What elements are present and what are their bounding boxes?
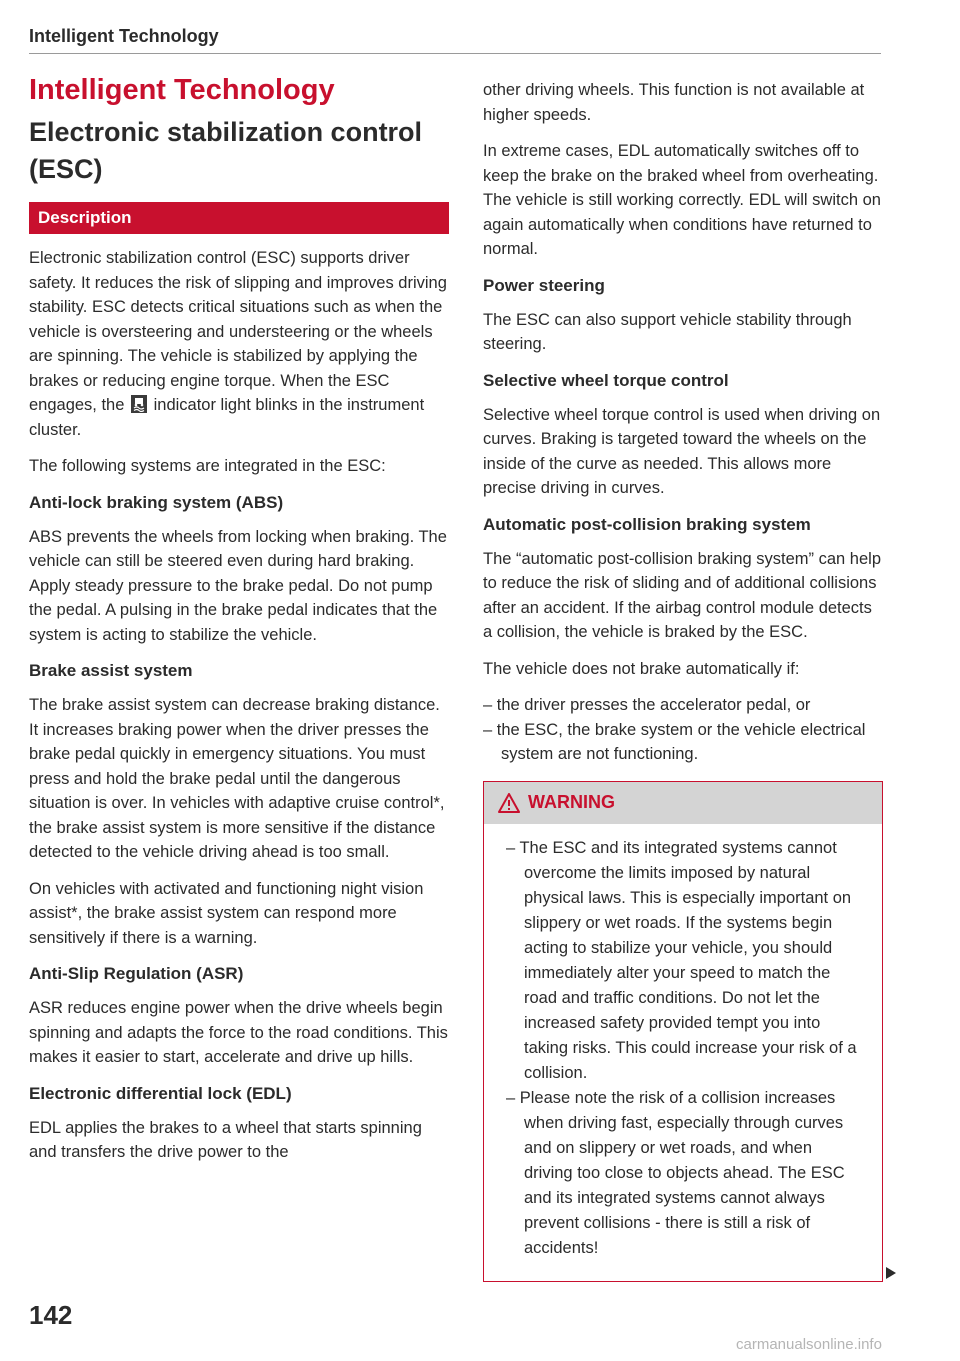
edl-continued-paragraph: other driving wheels. This function is not available at higher speeds. — [483, 81, 865, 124]
brake-assist-paragraph-1: The brake assist system can decrease braking distance. It increases braking power when the driver presses the brake pedal quickly in emergency situations. You must press and hold the brake pedal until the dangerous situation is over. In vehicles with adaptive cruise control*, the brake assist system is more sensitive if the distance detected to the vehicle driving ahead is too small. — [29, 696, 445, 861]
warning-header — [484, 782, 882, 824]
edl-paragraph-2: In extreme cases, EDL automatically switches off to keep the brake on the braked wheel from overheating. The vehicle is still working correctly. EDL will switch on again automatically when conditions have returned to normal. — [483, 142, 881, 258]
asr-heading: Anti-Slip Regulation (ASR) — [29, 964, 244, 983]
section-title: Electronic stabilization control (ESC) — [29, 117, 423, 184]
power-steering-heading: Power steering — [483, 275, 605, 295]
warning-list — [506, 836, 862, 1261]
running-header: Intelligent Technology — [29, 26, 219, 46]
selective-torque-paragraph: Selective wheel torque control is used when driving on curves. Braking is targeted toward the wheels on the inside of the curve as needed. This allows more precise driving in curves. — [483, 405, 881, 497]
edl-heading: Electronic differential lock (EDL) — [29, 1083, 292, 1103]
post-collision-paragraph: The “automatic post-collision braking system” can help to reduce the risk of sliding and of additional collisions after an accident. If the airbag control module detects a collision, the vehicle is braked by the ESC. — [483, 549, 882, 641]
page-number: 142 — [29, 1300, 73, 1330]
asr-paragraph: ASR reduces engine power when the drive wheels begin spinning and adapts the force to the road conditions. This makes it easier to start, accelerate and drive up hills. — [29, 999, 448, 1066]
continue-arrow-icon — [886, 1267, 896, 1279]
chapter-title: Intelligent Technology — [29, 74, 335, 106]
intro-text-before: Electronic stabilization control (ESC) supports driver safety. It reduces the risk of slipping and improves driving stability. ESC detects critical situations such as when the vehicle is oversteering and understeering or the wheels are spinning. The vehicle is stabilized by applying the brakes or reducing engine torque. When the ESC engages, the — [29, 249, 447, 414]
esc-indicator-icon — [131, 395, 147, 413]
post-collision-heading: Automatic post-collision braking system — [483, 514, 811, 534]
post-collision-paragraph-2: The vehicle does not brake automatically if: — [483, 659, 800, 678]
edl-paragraph: EDL applies the brakes to a wheel that starts spinning and transfers the drive power to the — [29, 1118, 422, 1161]
warning-body — [484, 824, 882, 1281]
intro-text-after: indicator light blinks in the instrument cluster. — [29, 396, 425, 439]
right-column — [483, 78, 883, 1282]
brake-assist-paragraph-2: On vehicles with activated and functioning night vision assist*, the brake assist system can respond more sensitively if there is a warning. — [29, 879, 424, 947]
abs-heading: Anti-lock braking system (ABS) — [29, 492, 284, 512]
warning-triangle-icon — [498, 793, 520, 813]
warning-label: WARNING — [528, 792, 615, 812]
brake-assist-heading: Brake assist system — [29, 661, 193, 680]
abs-paragraph: ABS prevents the wheels from locking when braking. The vehicle can still be steered even during hard braking. Apply steady pressure to the brake pedal. Do not pump the pedal. A pulsing in the brake pedal indicates that the system is acting to stabilize the vehicle. — [29, 527, 447, 644]
left-column — [29, 72, 449, 1177]
header-rule — [29, 53, 881, 54]
list-item: – the driver presses the accelerator pedal, or — [483, 693, 883, 718]
selective-torque-heading: Selective wheel torque control — [483, 370, 729, 390]
list-item: – the ESC, the brake system or the vehicle electrical system are not functioning. — [483, 718, 883, 767]
intro-paragraph — [29, 246, 449, 442]
post-collision-list — [483, 693, 883, 767]
list-item: – Please note the risk of a collision increases when driving fast, especially through curves and on slippery or wet roads, and when driving too close to objects ahead. The ESC and its integrated systems cannot always prevent collisions - there is still a risk of accidents! — [506, 1086, 862, 1261]
warning-box — [483, 781, 883, 1282]
intro-paragraph-2: The following systems are integrated in the ESC: — [29, 457, 386, 475]
list-item: – The ESC and its integrated systems cannot overcome the limits imposed by natural physical laws. This is especially important on slippery or wet roads. If the systems begin acting to stabilize your vehicle, you should immediately alter your speed to match the road and traffic conditions. Do not let the increased safety provided tempt you into taking risks. This could increase your risk of a collision. — [506, 836, 862, 1086]
description-bar: Description — [29, 202, 449, 234]
power-steering-paragraph: The ESC can also support vehicle stability through steering. — [483, 310, 852, 353]
watermark: carmanualsonline.info — [736, 1336, 882, 1353]
